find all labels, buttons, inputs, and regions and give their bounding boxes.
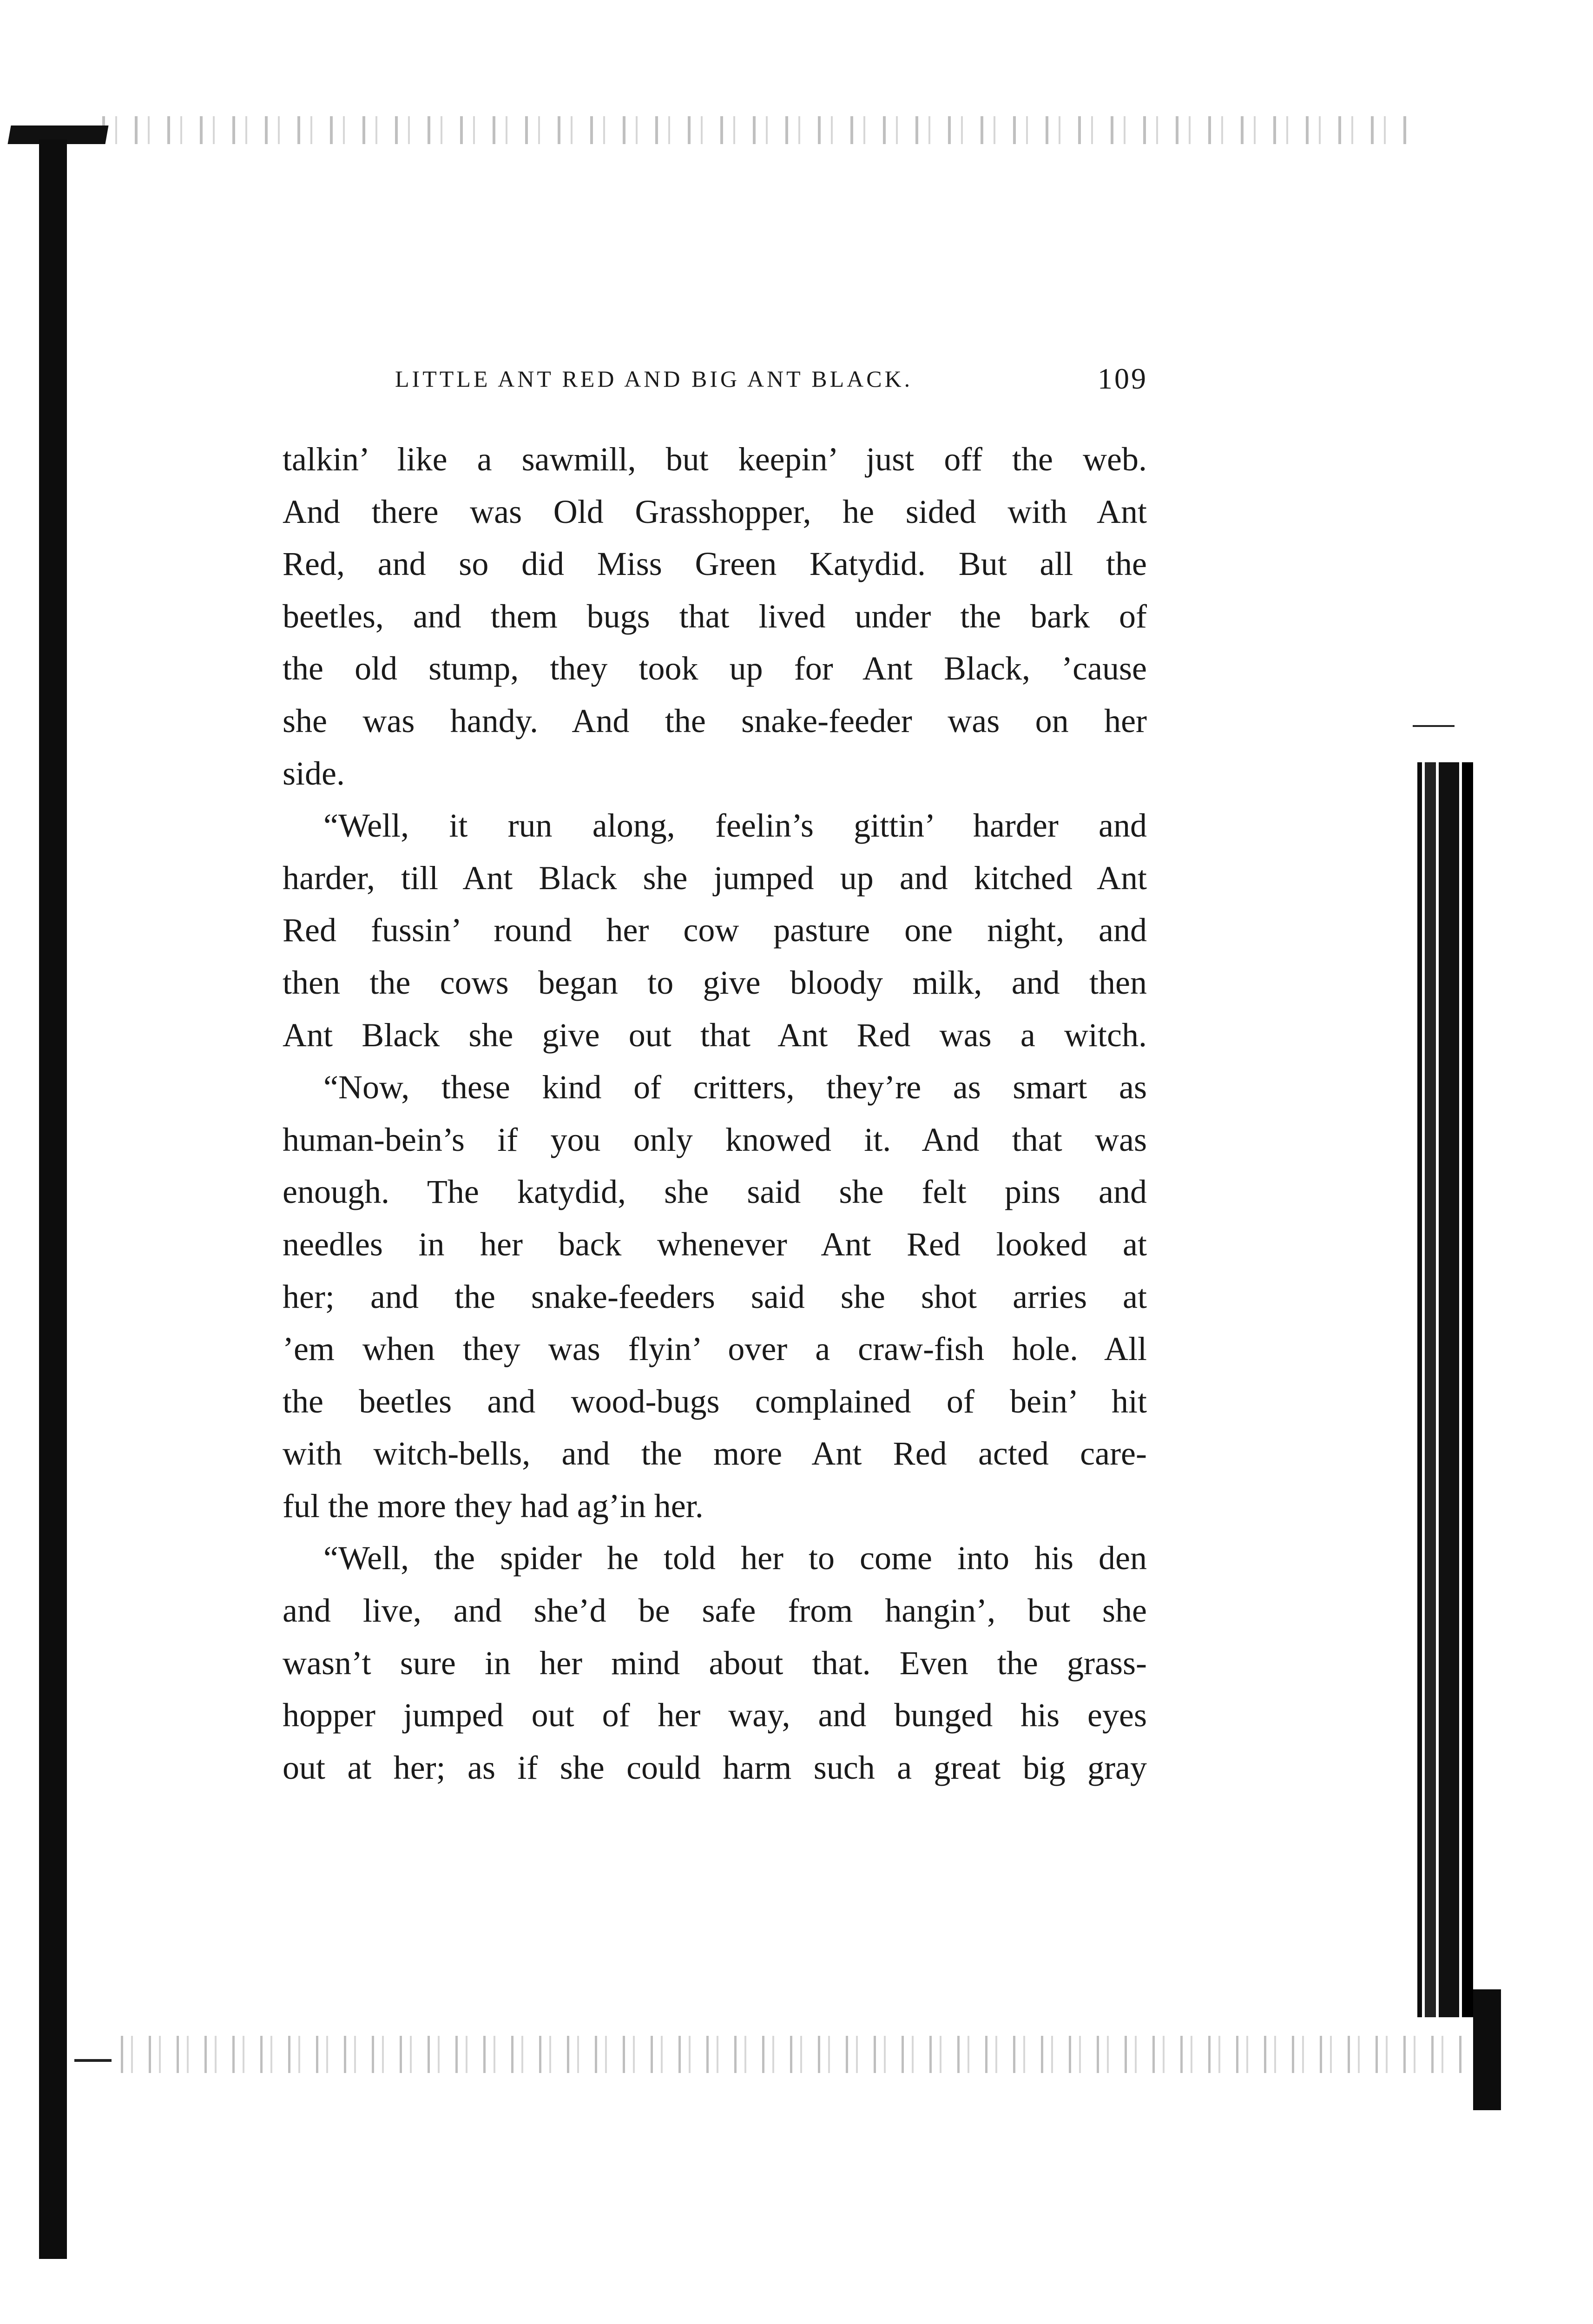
text-line: And there was Old Grasshopper, he sided with Ant (283, 493, 1147, 530)
scan-binding-shadow (39, 139, 67, 2259)
scan-mark (1413, 725, 1455, 727)
text-line: the beetles and wood-bugs complained of bein’ hit (283, 1382, 1147, 1420)
text-line: hopper jumped out of her way, and bunged his eyes (283, 1697, 1147, 1734)
text-line: Ant Black she give out that Ant Red was a witch. (283, 1016, 1147, 1054)
body-text (283, 433, 1147, 1794)
text-line: ful the more they had ag’in her. (283, 1487, 704, 1525)
text-line: wasn’t sure in her mind about that. Even the grass- (283, 1644, 1147, 1682)
text-line: “Well, the spider he told her to come into his den (323, 1539, 1147, 1577)
running-header (395, 358, 1148, 400)
text-line: Red fussin’ round her cow pasture one night, and (283, 911, 1147, 949)
text-line: enough. The katydid, she said she felt pins and (283, 1173, 1147, 1211)
text-line: human-bein’s if you only knowed it. And that was (283, 1121, 1147, 1158)
text-line: she was handy. And the snake-feeder was on her (283, 702, 1147, 739)
text-line: her; and the snake-feeders said she shot arries at (283, 1278, 1147, 1315)
text-line: Red, and so did Miss Green Katydid. But all the (283, 545, 1147, 583)
text-line: then the cows began to give bloody milk, and then (283, 964, 1147, 1001)
text-line: with witch-bells, and the more Ant Red acted care- (283, 1435, 1147, 1472)
text-line: beetles, and them bugs that lived under the bark of (283, 597, 1147, 635)
scan-noise-bottom (121, 2036, 1468, 2073)
running-title: LITTLE ANT RED AND BIG ANT BLACK. (395, 366, 913, 392)
text-line: side. (283, 754, 345, 792)
scan-noise-top (102, 116, 1413, 144)
scan-page-edge-bottom (1473, 1989, 1501, 2110)
scan-mark (74, 2059, 112, 2062)
text-line: harder, till Ant Black she jumped up and kitched Ant (283, 859, 1147, 897)
text-line: ’em when they was flyin’ over a craw-fish hole. All (283, 1330, 1147, 1368)
text-line: “Well, it run along, feelin’s gittin’ harder and (323, 807, 1147, 845)
text-line: the old stump, they took up for Ant Black, ’cause (283, 650, 1147, 687)
text-line: “Now, these kind of critters, they’re as smart as (323, 1069, 1147, 1106)
text-line: out at her; as if she could harm such a great big gray (283, 1749, 1147, 1786)
page-number: 109 (1098, 362, 1148, 395)
text-line: and live, and she’d be safe from hangin’, but she (283, 1592, 1147, 1630)
scan-page-edge-right (1417, 762, 1473, 2017)
text-line: talkin’ like a sawmill, but keepin’ just off the web. (283, 441, 1147, 478)
text-line: needles in her back whenever Ant Red looked at (283, 1225, 1147, 1263)
